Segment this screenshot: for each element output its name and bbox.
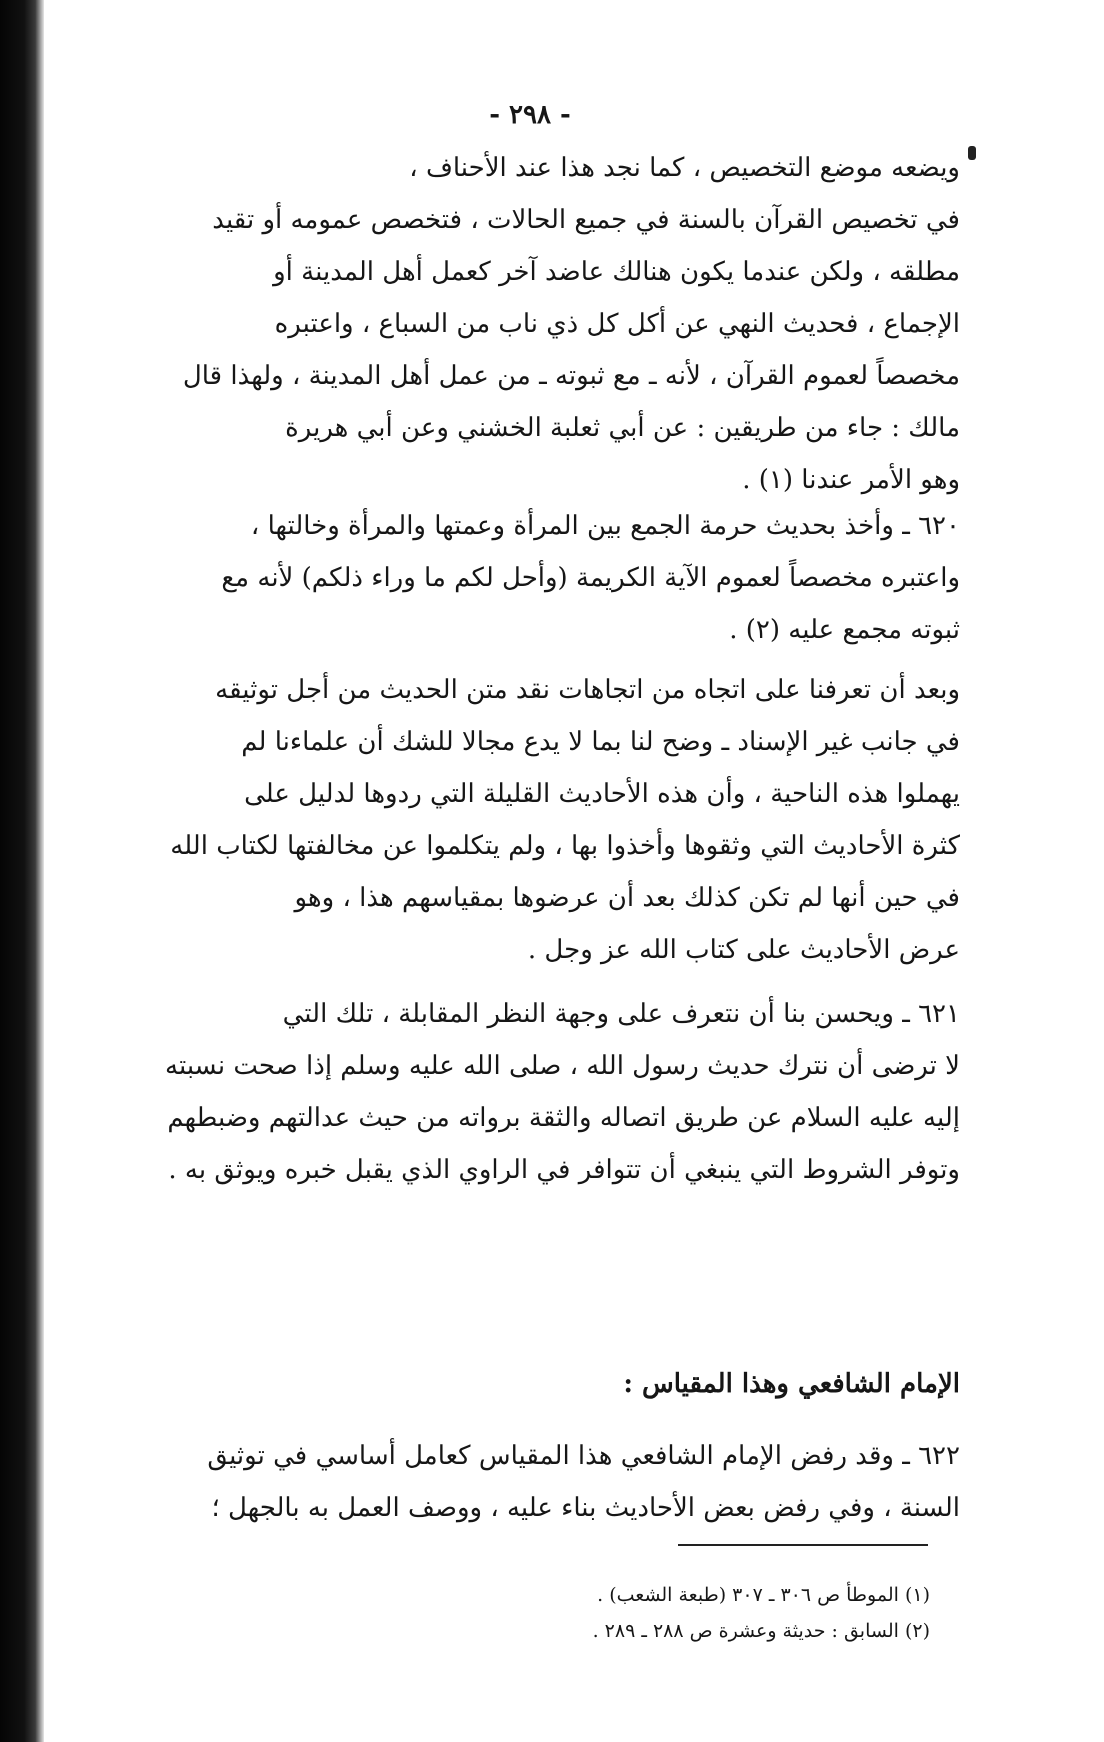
- text-line: يهملوا هذه الناحية ، وأن هذه الأحاديث القليلة التي ردوها لدليل على: [244, 779, 960, 809]
- text-line: عرض الأحاديث على كتاب الله عز وجل .: [527, 935, 960, 965]
- text-line: إليه عليه السلام عن طريق اتصاله والثقة برواته من حيث عدالتهم وضبطهم: [167, 1103, 960, 1133]
- text-line: واعتبره مخصصاً لعموم الآية الكريمة (وأحل لكم ما وراء ذلكم) لأنه مع: [221, 563, 960, 593]
- footnote-1: (١) الموطأ ص ٣٠٦ ـ ٣٠٧ (طبعة الشعب) .: [597, 1584, 930, 1606]
- book-page: [160, 0, 960, 1742]
- scan-binding-edge: [0, 0, 44, 1742]
- text-line: ٦٢١ ـ ويحسن بنا أن نتعرف على وجهة النظر المقابلة ، تلك التي: [282, 999, 960, 1029]
- text-line: مالك : جاء من طريقين : عن أبي ثعلبة الخشني وعن أبي هريرة: [285, 413, 960, 443]
- text-line: ثبوته مجمع عليه (٢) .: [729, 615, 960, 645]
- text-line: لا ترضى أن نترك حديث رسول الله ، صلى الله عليه وسلم إذا صحت نسبته: [165, 1051, 960, 1081]
- text-line: في جانب غير الإسناد ـ وضح لنا بما لا يدع مجالا للشك أن علماءنا لم: [241, 727, 960, 757]
- text-line: السنة ، وفي رفض بعض الأحاديث بناء عليه ، ووصف العمل به بالجهل ؛: [211, 1493, 960, 1523]
- paragraph-hanafi-takhsis: [160, 142, 960, 506]
- paragraph-conclusion: [160, 664, 960, 976]
- text-line: وتوفر الشروط التي ينبغي أن تتوافر في الراوي الذي يقبل خبره ويوثق به .: [168, 1155, 960, 1185]
- footnote-divider: [678, 1544, 928, 1546]
- text-line: كثرة الأحاديث التي وثقوها وأخذوا بها ، ولم يتكلموا عن مخالفتها لكتاب الله: [170, 831, 960, 861]
- paragraph-620: [160, 500, 960, 656]
- paragraph-622: [160, 1430, 960, 1534]
- section-heading: الإمام الشافعي وهذا المقياس :: [623, 1369, 960, 1399]
- text-line: وبعد أن تعرفنا على اتجاه من اتجاهات نقد متن الحديث من أجل توثيقه: [215, 675, 960, 705]
- page-number: - ٢٩٨ -: [489, 100, 571, 130]
- paragraph-621: [160, 988, 960, 1196]
- text-line: مخصصاً لعموم القرآن ، لأنه ـ مع ثبوته ـ من عمل أهل المدينة ، ولهذا قال: [182, 361, 960, 391]
- text-line: ويضعه موضع التخصيص ، كما نجد هذا عند الأحناف ،: [409, 153, 960, 183]
- footnote-2: (٢) السابق : حديثة وعشرة ص ٢٨٨ ـ ٢٨٩ .: [592, 1620, 930, 1642]
- text-line: ٦٢٢ ـ وقد رفض الإمام الشافعي هذا المقياس كعامل أساسي في توثيق: [207, 1441, 960, 1471]
- text-line: الإجماع ، فحديث النهي عن أكل كل ذي ناب من السباع ، واعتبره: [274, 309, 960, 339]
- text-line: وهو الأمر عندنا (١) .: [742, 465, 960, 495]
- text-line: ٦٢٠ ـ وأخذ بحديث حرمة الجمع بين المرأة وعمتها والمرأة وخالتها ،: [250, 511, 960, 541]
- text-line: في تخصيص القرآن بالسنة في جميع الحالات ، فتخصص عمومه أو تقيد: [212, 205, 960, 235]
- margin-mark: [968, 146, 976, 160]
- text-line: في حين أنها لم تكن كذلك بعد أن عرضوها بمقياسهم هذا ، وهو: [294, 883, 960, 913]
- text-line: مطلقه ، ولكن عندما يكون هنالك عاضد آخر كعمل أهل المدينة أو: [273, 257, 960, 287]
